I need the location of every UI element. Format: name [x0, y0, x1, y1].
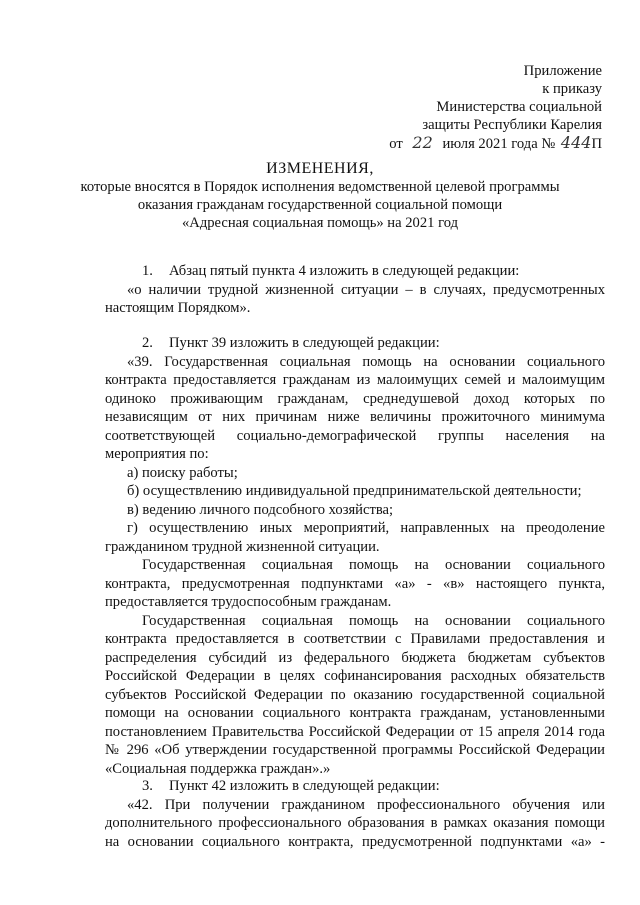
section-2-item-a: а) поиску работы; [127, 464, 238, 481]
section-1-intro: 1. Абзац пятый пункта 4 изложить в следующей редакции: [142, 263, 520, 279]
section-2-item-c: в) ведению личного подсобного хозяйства; [127, 501, 394, 518]
header-date-line [389, 134, 602, 153]
order-number-handwritten: 444 [560, 133, 592, 152]
section-3-paragraph-42: «42. При получении гражданином профессионального обучения или дополнительного профессионального образования в рамках оказания помощи на основании социального контракта, предусмотренной подпунктами «а» - [105, 796, 605, 850]
header-line-to-order: к приказу [542, 81, 602, 97]
header-line-ministry: Министерства социальной [436, 99, 602, 115]
date-prefix: от [389, 136, 403, 152]
document-header [389, 62, 602, 153]
date-month-year: июля 2021 года № [442, 136, 556, 152]
section-3-number: 3. [142, 778, 153, 794]
section-3 [105, 777, 605, 851]
section-2-paragraph-3: Государственная социальная помощь на основании социального контракта предоставляется в соответствии с Правилами предоставления и распределения субсидий из федерального бюджета бюджетам субъектов Российской Федерации в целях софинансирования расходных обязательств субъектов Российской Федерации по оказанию государственной социальной помощи на основании социального контракта гражданам, установленными постановлением Правительства Российской Федерации от 15 апреля 2014 года № 296 «Об утверждении государственной программы Российской Федерации «Социальная поддержка граждан».» [105, 612, 605, 777]
section-2-paragraph-2: Государственная социальная помощь на основании социального контракта, предусмотренная подпунктами «а» - «в» настоящего пункта, предоставляется трудоспособным гражданам. [105, 557, 605, 610]
section-2-intro: 2. Пункт 39 изложить в следующей редакции: [142, 335, 440, 351]
date-day-handwritten: 22 [412, 133, 433, 152]
section-2-paragraph-39: «39. Государственная социальная помощь на основании социального контракта предоставляется гражданам из малоимущих семей и малоимущим одиноко проживающим гражданам, среднедушевой доход которых по независящим от них причинам ниже величины прожиточного минимума соответствующей социально-демографической группы населения на мероприятия по: [105, 353, 605, 462]
section-3-intro: 3. Пункт 42 изложить в следующей редакции: [142, 778, 440, 794]
header-line-republic: защиты Республики Карелия [422, 117, 602, 133]
title-heading: ИЗМЕНЕНИЯ, [266, 160, 374, 177]
order-suffix: П [591, 136, 602, 152]
section-2 [105, 334, 605, 778]
section-1 [105, 262, 605, 318]
section-2-item-d: г) осуществлению иных мероприятий, направленных на преодоление гражданином трудной жизненной ситуации. [105, 520, 605, 555]
document-title [0, 160, 640, 232]
section-1-text: «о наличии трудной жизненной ситуации – в случаях, предусмотренных настоящим Порядком». [105, 281, 605, 316]
title-line-1: которые вносятся в Порядок исполнения ведомственной целевой программы [80, 179, 560, 195]
title-line-2: оказания гражданам государственной социальной помощи [137, 197, 503, 213]
section-2-number: 2. [142, 335, 153, 351]
section-2-item-b: б) осуществлению индивидуальной предпринимательской деятельности; [127, 483, 582, 499]
title-line-3: «Адресная социальная помощь» на 2021 год [181, 215, 458, 231]
section-1-number: 1. [142, 263, 153, 279]
header-line-appendix: Приложение [523, 63, 602, 79]
